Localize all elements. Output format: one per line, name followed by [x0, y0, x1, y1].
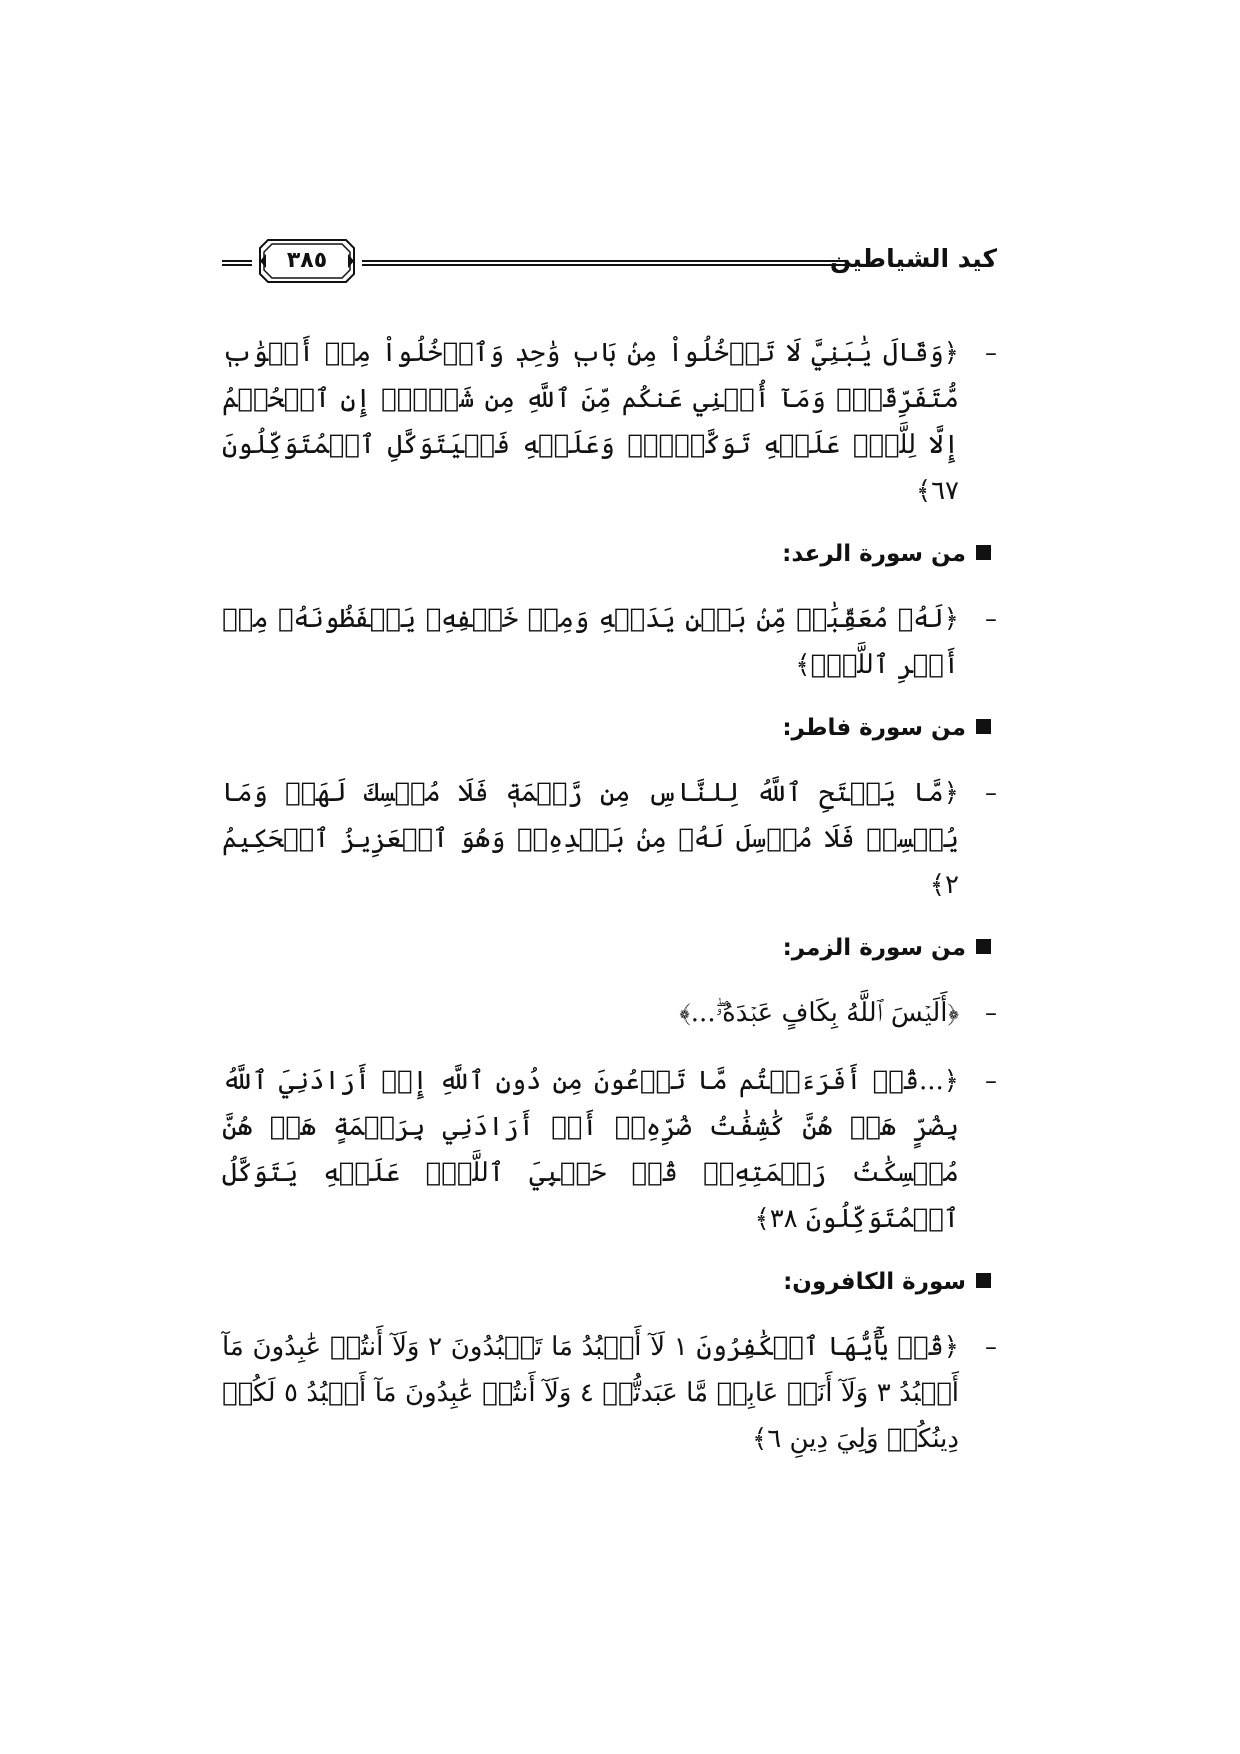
- list-dash: –: [985, 779, 997, 807]
- section-heading: [222, 1264, 997, 1300]
- section-heading: [222, 930, 997, 966]
- section-heading-label: سورة الكافرون:: [783, 1269, 966, 1295]
- verse-item: [222, 770, 997, 908]
- running-title: كيد الشياطين: [829, 244, 997, 273]
- section-heading-label: من سورة الزمر:: [782, 935, 966, 961]
- list-dash: –: [985, 999, 997, 1027]
- section-heading-label: من سورة فاطر:: [782, 715, 966, 741]
- list-dash: –: [985, 339, 997, 367]
- page-body: [222, 330, 997, 1484]
- black-square-icon: [976, 939, 991, 954]
- header-short-rule: [222, 260, 252, 266]
- page-header: [222, 236, 997, 288]
- list-dash: –: [985, 1067, 997, 1095]
- section-heading: [222, 536, 997, 572]
- quran-verse: ﴿لَهُۥ مُعَقِّبَٰتٞ مِّنۢ بَيۡنِ يَدَيۡهِ وَمِنۡ خَلۡفِهِۦ يَحۡفَظُونَهُۥ مِنۡ أَمۡرِ ٱللَّهِۗ﴾: [222, 604, 959, 680]
- page-number-frame: [258, 238, 356, 284]
- quran-verse: ﴿أَلَيۡسَ ٱللَّهُ بِكَافٍ عَبۡدَهُۥۖ...﴾: [679, 998, 959, 1028]
- black-square-icon: [976, 719, 991, 734]
- quran-verse: ﴿وَقَالَ يَٰبَنِيَّ لَا تَدۡخُلُواْ مِنۢ بَابٖ وَٰحِدٖ وَٱدۡخُلُواْ مِنۡ أَبۡوَٰبٖ مُّتَفَرِّقَةٖۖ وَمَآ أُغۡنِي عَنكُم مِّنَ ٱللَّهِ مِن شَيۡءٍۖ إِنِ ٱلۡحُكۡمُ إِلَّا لِلَّهِۖ عَلَيۡهِ تَوَكَّلۡتُۖ وَعَلَيۡهِ فَلۡيَتَوَكَّلِ ٱلۡمُتَوَكِّلُونَ ٦٧﴾: [222, 338, 959, 506]
- verse-item: [222, 1324, 997, 1462]
- list-dash: –: [985, 1333, 997, 1361]
- section-heading: [222, 710, 997, 746]
- quran-verse: ﴿...قُلۡ أَفَرَءَيۡتُم مَّا تَدۡعُونَ مِن دُونِ ٱللَّهِ إِنۡ أَرَادَنِيَ ٱللَّهُ بِضُرٍّ هَلۡ هُنَّ كَٰشِفَٰتُ ضُرِّهِۦٓ أَوۡ أَرَادَنِي بِرَحۡمَةٍ هَلۡ هُنَّ مُمۡسِكَٰتُ رَحۡمَتِهِۦۚ قُلۡ حَسۡبِيَ ٱللَّهُۖ عَلَيۡهِ يَتَوَكَّلُ ٱلۡمُتَوَكِّلُونَ ٣٨﴾: [222, 1066, 959, 1234]
- verse-item: [222, 330, 997, 514]
- quran-verse: ﴿قُلۡ يَٰٓأَيُّهَا ٱلۡكَٰفِرُونَ ١ لَآ أَعۡبُدُ مَا تَعۡبُدُونَ ٢ وَلَآ أَنتُمۡ عَٰبِدُونَ مَآ أَعۡبُدُ ٣ وَلَآ أَنَا۠ عَابِدٞ مَّا عَبَدتُّمۡ ٤ وَلَآ أَنتُمۡ عَٰبِدُونَ مَآ أَعۡبُدُ ٥ لَكُمۡ دِينُكُمۡ وَلِيَ دِينِ ٦﴾: [222, 1332, 960, 1454]
- verse-item: [222, 596, 997, 688]
- list-dash: –: [985, 605, 997, 633]
- header-double-rule: [362, 260, 847, 266]
- section-heading-label: من سورة الرعد:: [782, 541, 966, 567]
- quran-verse: ﴿مَّا يَفۡتَحِ ٱللَّهُ لِلنَّاسِ مِن رَّحۡمَةٖ فَلَا مُمۡسِكَ لَهَاۖ وَمَا يُمۡسِكۡ فَلَا مُرۡسِلَ لَهُۥ مِنۢ بَعۡدِهِۦۚ وَهُوَ ٱلۡعَزِيزُ ٱلۡحَكِيمُ ٢﴾: [222, 778, 959, 900]
- black-square-icon: [976, 545, 991, 560]
- page-number: ٣٨٥: [286, 248, 328, 273]
- verse-item: [222, 1058, 997, 1242]
- verse-item: [222, 990, 997, 1036]
- black-square-icon: [976, 1273, 991, 1288]
